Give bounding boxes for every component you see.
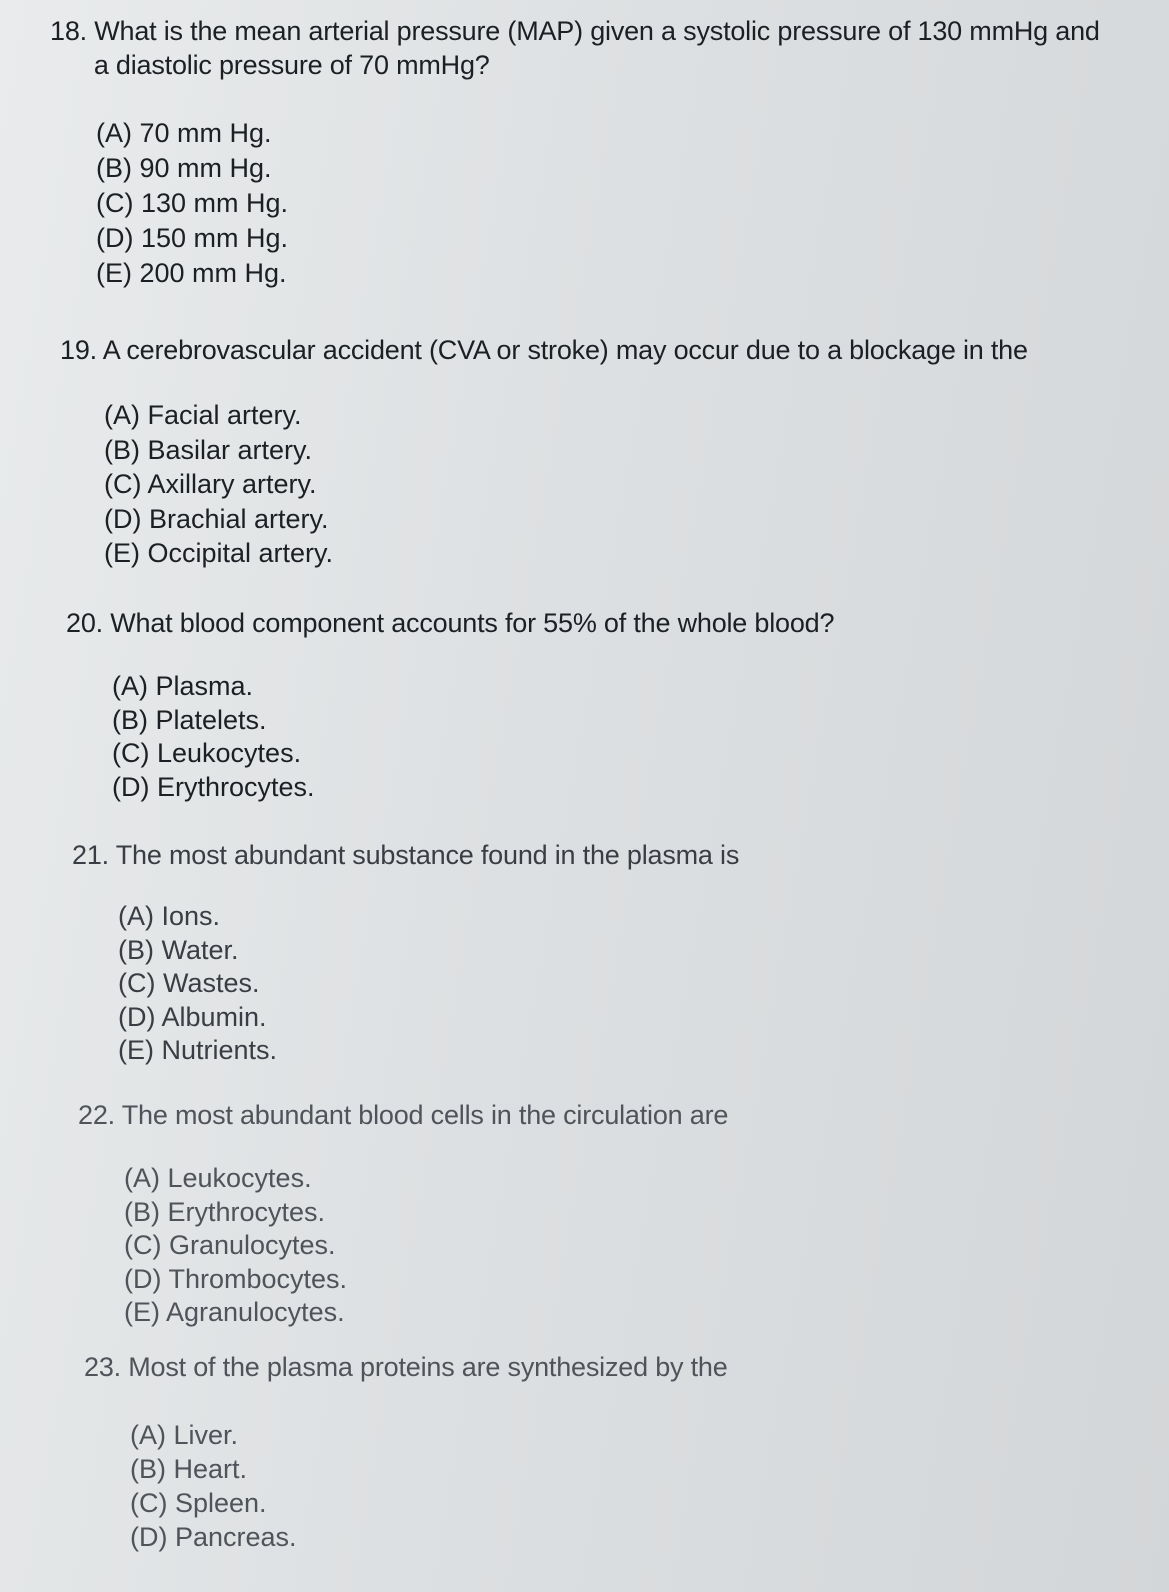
option-b: (B) Heart.: [130, 1454, 248, 1484]
option-a: (A) Facial artery.: [104, 400, 302, 430]
option-a: (A) Leukocytes.: [124, 1163, 312, 1193]
option-a: (A) Ions.: [118, 901, 221, 931]
options-list: [112, 670, 315, 804]
question-18: [50, 14, 1100, 82]
question-text: 21. The most abundant substance found in the plasma is: [72, 840, 740, 870]
options-list: [104, 398, 333, 571]
question-19: [60, 333, 1028, 367]
option-c: (C) Granulocytes.: [124, 1230, 336, 1260]
option-c: (C) Axillary artery.: [104, 469, 317, 499]
options-list: [96, 116, 288, 291]
question-text: 18. What is the mean arterial pressure (MAP) given a systolic pressure of 130 mmHg and a diastolic pressure of 70 mmHg?: [50, 16, 1100, 80]
option-c: (C) Leukocytes.: [112, 738, 302, 768]
question-text: 22. The most abundant blood cells in the circulation are: [78, 1100, 729, 1130]
option-b: (B) 90 mm Hg.: [96, 153, 272, 183]
option-d: (D) Erythrocytes.: [112, 771, 315, 802]
question-23: [84, 1350, 728, 1384]
option-c: (C) Spleen.: [130, 1488, 267, 1518]
question-20: [66, 606, 834, 640]
option-d: (D) 150 mm Hg.: [96, 223, 289, 253]
question-22: [78, 1098, 728, 1132]
option-a: (A) Liver.: [130, 1420, 239, 1450]
question-text: 19. A cerebrovascular accident (CVA or stroke) may occur due to a blockage in the: [60, 335, 1028, 365]
question-21: [72, 838, 739, 872]
question-text: 20. What blood component accounts for 55% of the whole blood?: [66, 608, 835, 638]
option-e: (E) 200 mm Hg.: [96, 258, 287, 288]
option-d: (D) Pancreas.: [130, 1522, 297, 1552]
option-b: (B) Platelets.: [112, 704, 267, 735]
options-list: [118, 900, 277, 1068]
option-c: (C) 130 mm Hg.: [96, 188, 289, 218]
option-e: (E) Agranulocytes.: [124, 1297, 345, 1327]
option-a: (A) Plasma.: [112, 671, 254, 701]
option-d: (D) Brachial artery.: [104, 503, 329, 534]
options-list: [130, 1418, 297, 1554]
option-b: (B) Water.: [118, 934, 239, 965]
option-d: (D) Albumin.: [118, 1001, 267, 1032]
options-list: [124, 1162, 347, 1330]
option-e: (E) Nutrients.: [118, 1035, 278, 1065]
option-b: (B) Basilar artery.: [104, 434, 313, 465]
option-a: (A) 70 mm Hg.: [96, 118, 272, 148]
option-d: (D) Thrombocytes.: [124, 1263, 348, 1294]
option-e: (E) Occipital artery.: [104, 538, 334, 568]
option-b: (B) Erythrocytes.: [124, 1196, 326, 1227]
question-text: 23. Most of the plasma proteins are synthesized by the: [84, 1352, 728, 1382]
option-c: (C) Wastes.: [118, 968, 260, 998]
